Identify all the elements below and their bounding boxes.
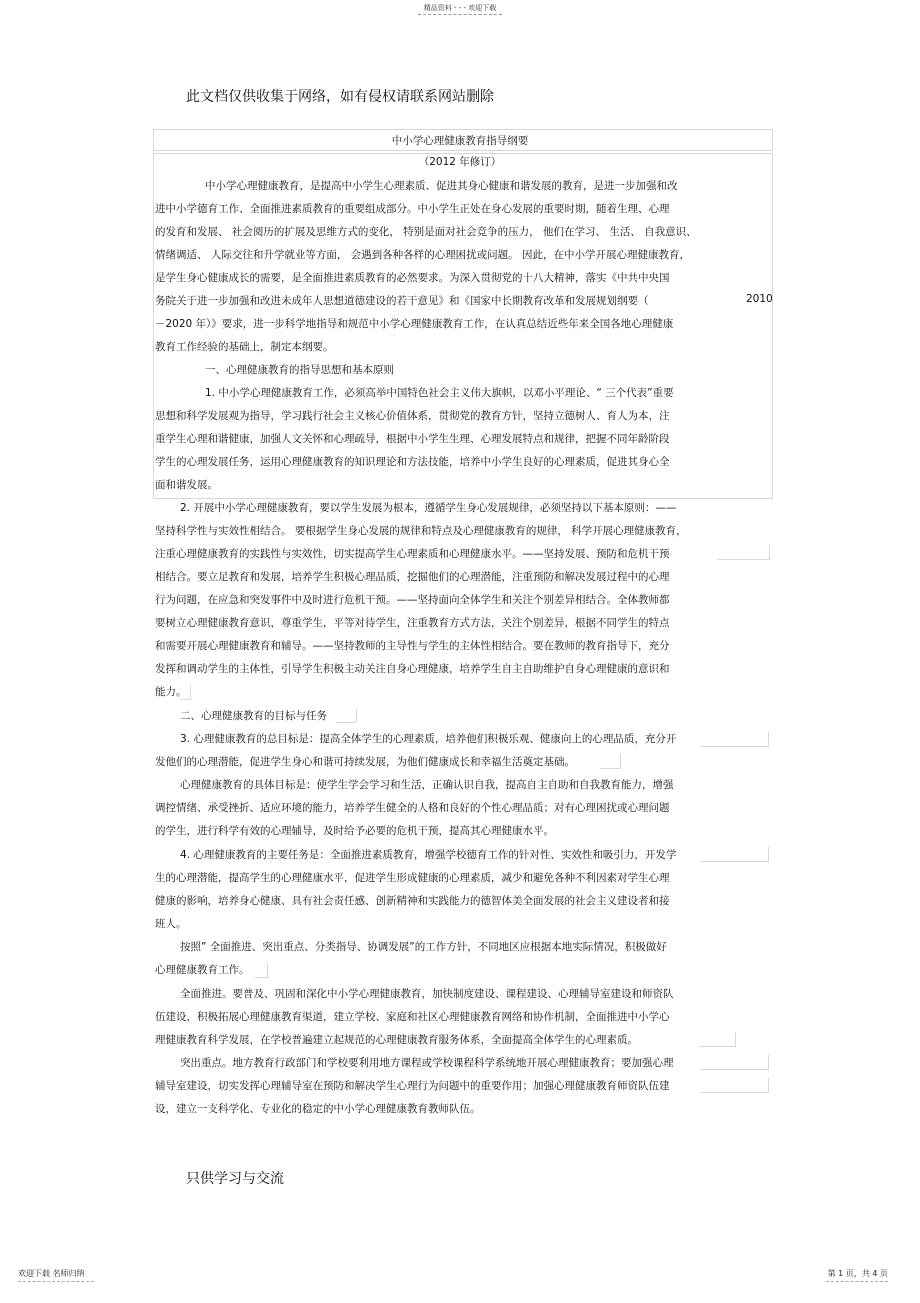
- text-line: 坚持科学性与实效性相结合。 要根据学生身心发展的规律和特点及心理健康教育的规律， 科学开展心理健康教育，: [155, 525, 687, 537]
- text-line: 2. 开展中小学心理健康教育，要以学生发展为根本，遵循学生身心发展规律，必须坚持以下基本原则：——: [180, 502, 677, 514]
- text-line: 面和谐发展。: [155, 479, 218, 491]
- page-header-text: 精品资料 - - - 欢迎下载: [423, 4, 497, 12]
- text-line: 教育工作经验的基础上，制定本纲要。: [155, 341, 334, 353]
- cell-border: [700, 1078, 769, 1093]
- footer-page-number: 第 1 页，共 4 页: [827, 1269, 888, 1278]
- text-line: 心理健康教育的具体目标是：使学生学会学习和生活，正确认识自我，提高自主自助和自我教育能力，增强: [180, 779, 674, 791]
- text-line: 发他们的心理潜能，促进学生身心和谐可持续发展，为他们健康成长和幸福生活奠定基础。: [155, 756, 575, 768]
- text-line: 理健康教育科学发展，在学校普遍建立起规范的心理健康教育服务体系，全面提高全体学生的心理素质。: [155, 1034, 638, 1046]
- text-line: 健康的影响，培养身心健康、具有社会责任感、创新精神和实践能力的德智体美全面发展的社会主义建设者和接: [155, 895, 670, 907]
- document-title: 中小学心理健康教育指导纲要: [391, 135, 529, 147]
- text-line: 辅导室建设，切实发挥心理辅导室在预防和解决学生心理行为问题中的重要作用；加强心理健康教育师资队伍建: [155, 1080, 670, 1092]
- text-line: 行为问题，在应急和突发事件中及时进行危机干预。——坚持面向全体学生和关注个别差异相结合。全体教师都: [155, 594, 670, 606]
- cell-border: [336, 708, 357, 723]
- text-line: 务院关于进一步加强和改进未成年人思想道德建设的若干意见》和《国家中长期教育改革和发展规划纲要（: [155, 295, 649, 307]
- text-line: 调控情绪、承受挫折、适应环境的能力，培养学生健全的人格和良好的个性心理品质；对有心理困扰或心理问题: [155, 802, 670, 814]
- cell-border: [180, 685, 191, 700]
- text-line: 的学生，进行科学有效的心理辅导，及时给予必要的危机干预，提高其心理健康水平。: [155, 825, 554, 837]
- text-line: 进中小学德育工作、全面推进素质教育的重要组成部分。中小学生正处在身心发展的重要时期，随着生理、心理: [155, 203, 670, 215]
- document-subtitle: （2012 年修订）: [418, 156, 502, 168]
- text-line: 班人。: [155, 918, 187, 930]
- cell-border: [700, 847, 769, 862]
- cell-border: [600, 754, 621, 769]
- footer-left-dashed-rule: [18, 1281, 94, 1282]
- section-heading: 一、心理健康教育的指导思想和基本原则: [205, 364, 394, 376]
- cell-border: [717, 545, 770, 560]
- text-line: 是学生身心健康成长的需要，是全面推进素质教育的必然要求。为深入贯彻党的十八大精神，落实《中共中央国: [155, 272, 670, 284]
- text-line: 设，建立一支科学化、专业化的稳定的中小学心理健康教育教师队伍。: [155, 1103, 481, 1115]
- text-line: 心理健康教育工作。: [155, 964, 250, 976]
- study-note: 只供学习与交流: [186, 1171, 284, 1187]
- text-line: 生的心理潜能，提高学生的心理健康水平，促进学生形成健康的心理素质，减少和避免各种不利因素对学生心理: [155, 872, 670, 884]
- text-line: 思想和科学发展观为指导，学习践行社会主义核心价值体系，贯彻党的教育方针，坚持立德树人、育人为本，注: [155, 410, 670, 422]
- text-line: 要树立心理健康教育意识，尊重学生，平等对待学生，注重教育方式方法，关注个别差异，根据不同学生的特点: [155, 617, 670, 629]
- text-line: 相结合。要立足教育和发展，培养学生积极心理品质，挖掘他们的心理潜能，注重预防和解决发展过程中的心理: [155, 571, 670, 583]
- text-line: 重学生心理和谐健康，加强人文关怀和心理疏导，根据中小学生生理、心理发展特点和规律，把握不同年龄阶段: [155, 433, 670, 445]
- text-line: 4. 心理健康教育的主要任务是：全面推进素质教育，增强学校德育工作的针对性、实效性和吸引力，开发学: [180, 849, 677, 861]
- text-line: 1. 中小学心理健康教育工作，必须高举中国特色社会主义伟大旗帜，以邓小平理论、“ 三个代表”重要: [205, 387, 674, 399]
- text-line: 2010: [746, 293, 773, 305]
- text-line: 情绪调适、 人际交往和升学就业等方面， 会遇到各种各样的心理困扰或问题。 因此，在中小学开展心理健康教育，: [155, 249, 691, 261]
- text-line: 和需要开展心理健康教育和辅导。——坚持教师的主导性与学生的主体性相结合。要在教师的教育指导下，充分: [155, 640, 670, 652]
- disclaimer-notice: 此文档仅供收集于网络，如有侵权请联系网站删除: [186, 89, 494, 105]
- text-line: 注重心理健康教育的实践性与实效性，切实提高学生心理素质和心理健康水平。——坚持发展、预防和危机干预: [155, 548, 670, 560]
- text-line: 学生的心理发展任务，运用心理健康教育的知识理论和方法技能，培养中小学生良好的心理素质，促进其身心全: [155, 456, 670, 468]
- cell-border: [255, 963, 268, 978]
- header-dashed-rule: [418, 14, 502, 15]
- section-heading: 二、心理健康教育的目标与任务: [180, 710, 327, 722]
- cell-border: [700, 732, 769, 747]
- text-line: 按照” 全面推进、突出重点、分类指导、协调发展”的工作方针，不同地区应根据本地实际情况，积极做好: [180, 941, 667, 953]
- text-line: 3. 心理健康教育的总目标是：提高全体学生的心理素质，培养他们积极乐观、健康向上的心理品质，充分开: [180, 733, 677, 745]
- text-line: 伍建设，积极拓展心理健康教育渠道，建立学校、家庭和社区心理健康教育网络和协作机制，全面推进中小学心: [155, 1011, 670, 1023]
- text-line: 发挥和调动学生的主体性，引导学生积极主动关注自身心理健康，培养学生自主自助维护自身心理健康的意识和: [155, 663, 670, 675]
- text-line: －2020 年）》要求，进一步科学地指导和规范中小学心理健康教育工作，在认真总结近些年来全国各地心理健康: [155, 318, 674, 330]
- text-line: 全面推进。要普及、巩固和深化中小学心理健康教育，加快制度建设、课程建设、心理辅导室建设和师资队: [180, 988, 674, 1000]
- cell-border: [700, 1032, 736, 1047]
- footer-right-dashed-rule: [826, 1281, 888, 1282]
- text-line: 的发育和发展、 社会阅历的扩展及思维方式的变化， 特别是面对社会竞争的压力， 他们在学习、 生活、 自我意识、: [155, 226, 697, 238]
- text-line: 突出重点。地方教育行政部门和学校要利用地方课程或学校课程科学系统地开展心理健康教育；要加强心理: [180, 1057, 674, 1069]
- footer-left-text: 欢迎下载 名师归纳: [18, 1269, 85, 1278]
- text-line: 中小学心理健康教育，是提高中小学生心理素质、促进其身心健康和谐发展的教育，是进一步加强和改: [205, 180, 678, 192]
- cell-border: [700, 1055, 769, 1070]
- text-line: 能力。: [155, 686, 187, 698]
